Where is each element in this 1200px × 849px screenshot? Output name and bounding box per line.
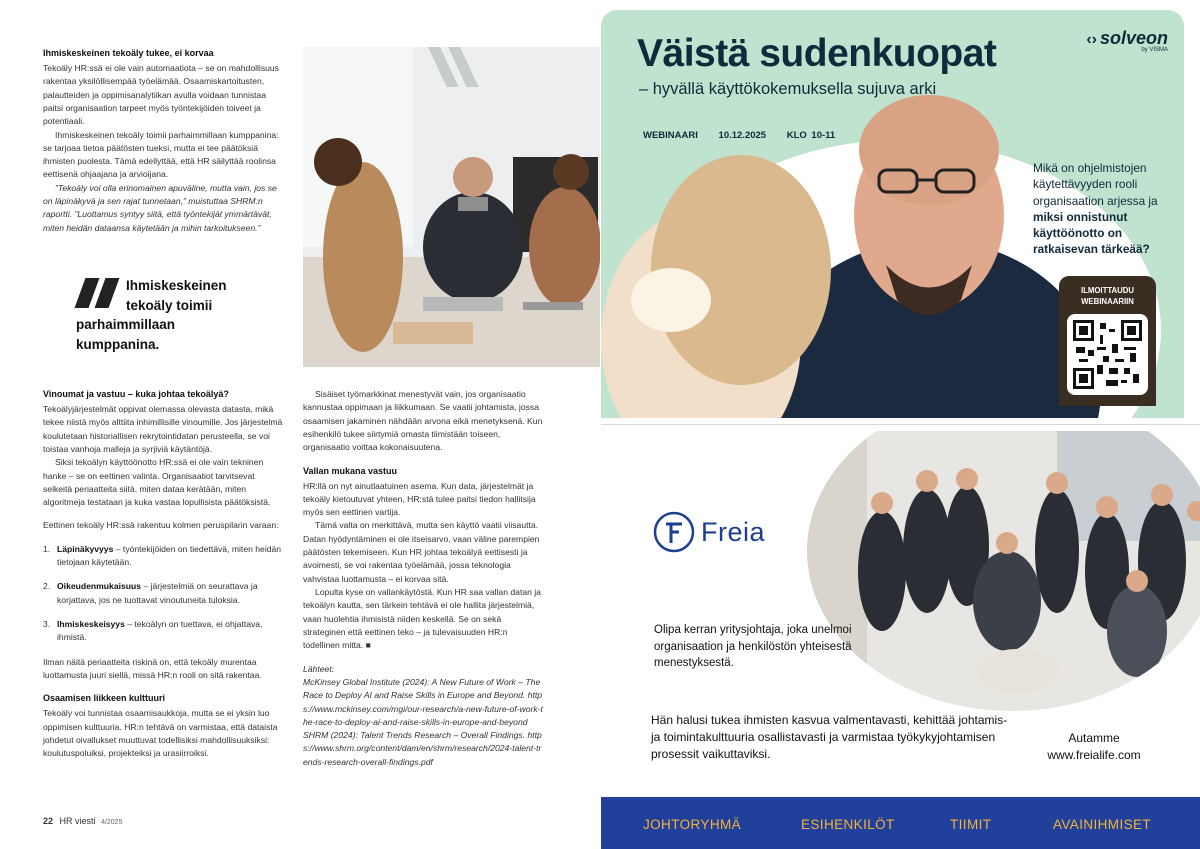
paragraph: Sisäiset työmarkkinat menestyvät vain, jos organisaatio kannustaa oppimaan ja liikkumaan. Se vaatii johtamista, jossa osaamisen jakaminen nähdään arvona eikä menetyksenä. Kun esihenkilö tukee siirtymiä omasta tiimistään toiseen, organisaatio voittaa kokonaisuutena. [303, 389, 543, 453]
ad-question: Mikä on ohjelmistojen käytettävyyden rooli organisaation arjessa ja miksi onnistunut käyttöönotto on ratkaisevan tärkeää? [1033, 161, 1158, 257]
service-item: JOHTORYHMÄ [643, 817, 742, 832]
paragraph: Tämä valta on merkittävä, mutta sen käyttö vaatii viisautta. Datan hyödyntäminen ei ole itseisarvo, vaan väline parempien päätösten tekemiseen. Kun HR johtaa tekoälyä eettisesti ja avoimesti, se voi rakentaa työelämää, jossa teknologia vahvistaa luottamusta – ei korvaa sitä. [303, 520, 540, 584]
quote-paragraph: ”Tekoäly voi olla erinomainen apuväline, mutta vain, jos se on läpinäkyvä ja sen rajat tunnetaan,” muistuttaa SHRM:n raportti. ”Luottamus syntyy siitä, että työntekijät ymmärtävät, miten heidän dataansa käytetään ja mihin tarkoitukseen.” [43, 182, 277, 233]
page-number: 22 [43, 816, 54, 826]
paragraph: Lopulta kyse on vallankäytöstä. Kun HR saa vallan datan ja tekoälyn kautta, sen tärkein tehtävä ei ole hallita järjestelmiä, vaan huolehtia ihmisistä niiden keskellä. Se on sekä strateginen että eettinen teko – ja tulevaisuuden HR:n todellinen mitta. ■ [303, 587, 541, 651]
office-handshake-photo [303, 47, 600, 367]
pull-quote-line: Ihmiskeskeinen [126, 278, 227, 293]
paragraph: Siksi tekoälyn käyttöönotto HR:ssä ei ole vain tekninen hanke – se on eettinen valinta. Organisaatiot tarvitsevat selkeitä periaatteita siitä, miten dataa kerätään, miten algoritmeja testataan ja kuka vastaa lopullisista päätöksistä. [43, 457, 271, 508]
qr-code-icon[interactable] [1067, 314, 1148, 395]
paragraph: Ihmiskeskeinen tekoäly toimii parhaimmillaan kumppanina: se tarjoaa tietoa päätösten tueksi, mutta ei tee päätöksiä ihmisten puolesta. Tämä edellyttää, että HR säilyttää roolinsa eettisenä ohjaajana ja arvioijana. [43, 129, 279, 180]
website-block[interactable] [1039, 730, 1149, 765]
page-footer [43, 816, 122, 826]
freia-ad[interactable] [601, 424, 1200, 794]
paragraph: Tekoäly voi tunnistaa osaamisaukkoja, mutta se ei yksin luo oppimisen kulttuuria. HR:n tehtävä on varmistaa, että dataista johdetut oivallukset muuttuvat todellisiksi mahdollisuuksiksi: koulutuspoluiksi, projekteiksi ja urasiirroiksi. [43, 708, 278, 759]
website-link[interactable]: www.freialife.com [1047, 748, 1141, 763]
chevron-icon: ‹› [1086, 31, 1097, 48]
webinar-date: 10.12.2025 [718, 130, 767, 141]
magazine-name: HR viesti [59, 816, 96, 826]
list-item: 3. Ihmiskeskeisyys – tekoälyn on tuettava, ei ohjattava, ihmistä. [43, 619, 263, 643]
pull-quote [76, 276, 286, 354]
section-heading: Osaamisen liikkeen kulttuuri [43, 693, 166, 704]
paragraph: Ilman näitä periaatteita riskinä on, että tekoäly murentaa luottamusta juuri siellä, missä HR:n rooli on sitä rakentaa. [43, 656, 262, 680]
source-item: SHRM (2024): Talent Trends Research – Overall Findings. https://www.shrm.org/content/dam/en/shrm/research/2024-talent-trends-research-overall-findings.pdf [303, 730, 542, 767]
team-group-photo [807, 431, 1200, 721]
paragraph: Tekoälyjärjestelmät oppivat olemassa olevasta datasta, mikä tekee niistä myös alttiita inhimillisille vinoumille. Jos järjestelmä koulutetaan historiallisen rekrytointidatan perusteella, se voi toistaa vanhoja malleja ja syrjiviä käytäntöjä. [43, 403, 283, 454]
quote-marks-icon [76, 278, 122, 308]
freia-f-icon [653, 511, 695, 553]
article-column-b [43, 388, 283, 760]
ad-headline: Väistä sudenkuopat [637, 32, 997, 75]
article-column-a [43, 47, 283, 235]
section-heading: Vallan mukana vastuu [303, 465, 398, 476]
solveon-logo: ‹› solveon by VISMA [1086, 28, 1168, 53]
paragraph: Eettinen tekoäly HR:ssä rakentuu kolmen peruspilarin varaan: [43, 520, 279, 531]
freia-services-bar [601, 797, 1200, 849]
pull-quote-line: parhaimmillaan [76, 317, 176, 333]
section-heading: Vinoumat ja vastuu – kuka johtaa tekoälyä? [43, 389, 229, 399]
list-item: 2. Oikeudenmukaisuus – järjestelmiä on seurattava ja korjattava, jos ne tuottavat vinoutuneita tuloksia. [43, 581, 258, 605]
register-webinar-cta[interactable]: ILMOITTAUDU WEBINAARIIN [1059, 276, 1156, 406]
source-item: McKinsey Global Institute (2024): A New Future of Work – The Race to Deploy AI and Raise Skills in Europe and Beyond. https://www.mckinsey.com/mgi/our-research/a-new-future-of-work-the-race-to-deploy-ai-and-raise-skills-in-europe-and-beyond [303, 676, 543, 727]
site-label: Autamme [1068, 731, 1120, 745]
principles-list [43, 543, 283, 645]
ad-subheadline: – hyvällä käyttökokemuksella sujuva arki [639, 80, 937, 98]
ad-body: Hän halusi tukea ihmisten kasvua valmentavasti, kehittää johtamis- ja toimintakulttuuria osallistavasti ja varmistaa työkykyjohtamisen prosessit vaikuttaviksi. [651, 713, 1008, 762]
pull-quote-line: kumppanina. [76, 336, 160, 352]
pull-quote-line: tekoäly toimii [126, 297, 213, 313]
service-item: TIIMIT [950, 817, 992, 832]
webinar-time: KLO 10-11 [786, 130, 836, 141]
paragraph: Tekoäly HR:ssä ei ole vain automaatiota – se on mahdollisuus rakentaa yksilöllisempää työelämää. Osaamiskartoitusten, palautteiden ja oppimisanalytiikan avulla voidaan tunnistaa paitsi organisaation tarpeet myös työntekijöiden toiveet ja potentiaali. [43, 62, 279, 127]
webinar-label: WEBINAARI [643, 130, 698, 141]
service-item: ESIHENKILÖT [801, 817, 895, 832]
solveon-webinar-ad[interactable] [601, 10, 1184, 418]
list-item: 1. Läpinäkyvyys – työntekijöiden on tiedettävä, miten heidän tietojaan käytetään. [43, 543, 282, 568]
section-heading: Ihmiskeskeinen tekoäly tukee, ei korvaa [43, 48, 214, 58]
webinar-details [643, 130, 851, 141]
service-item: AVAINIHMISET [1053, 817, 1152, 832]
sources-heading: Lähteet: [303, 663, 335, 674]
freia-logo: Freia [653, 511, 765, 553]
article-column-c [303, 388, 543, 769]
paragraph: HR:llä on nyt ainutlaatuinen asema. Kun data, järjestelmät ja tekoäly kietoutuvat yhteen, HR:stä tulee paitsi tiedon hallitsija myös sen eettinen vartija. [303, 480, 536, 518]
ad-tagline: Olipa kerran yritysjohtaja, joka unelmoi organisaation ja henkilöstön yhteisestä menestyksestä. [654, 624, 852, 670]
issue-number: 4/2025 [101, 819, 123, 826]
